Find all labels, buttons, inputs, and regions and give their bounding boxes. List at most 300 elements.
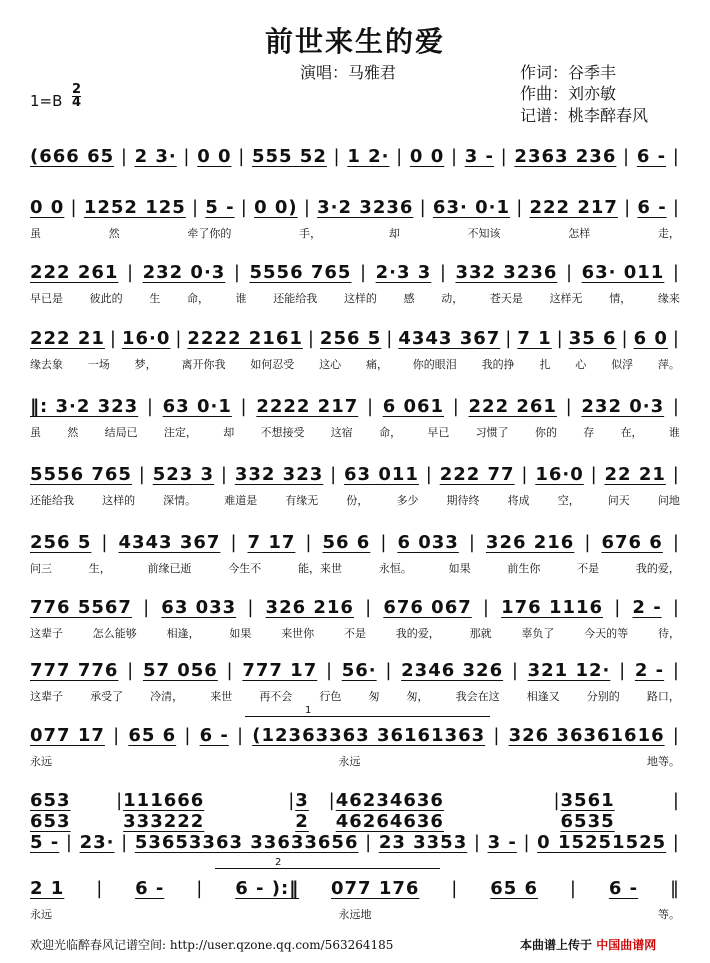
lyric-word: 冷清， bbox=[150, 690, 184, 703]
barline: | bbox=[672, 146, 680, 167]
barline: | bbox=[584, 532, 592, 553]
barline: | bbox=[521, 464, 529, 485]
measure: 63 0·1 bbox=[162, 396, 232, 417]
measure: 176 1116 bbox=[501, 597, 604, 618]
measure: 3·2 3236 bbox=[317, 197, 414, 218]
measure: 16·0 bbox=[535, 464, 584, 485]
barline: | bbox=[226, 660, 234, 681]
barline: | bbox=[305, 532, 313, 553]
lyric-word: 怎样 bbox=[568, 227, 591, 240]
lyric-word: 如果 bbox=[448, 562, 471, 575]
lyric-word: 你的 bbox=[534, 426, 557, 439]
barline: | bbox=[366, 396, 375, 417]
lyric-word: 来世你 bbox=[281, 627, 315, 640]
lyric-word: 有缘无 bbox=[285, 494, 319, 507]
barline: | bbox=[468, 532, 476, 553]
singer-credit: 演唱：马雅君 bbox=[300, 63, 397, 82]
staff-row bbox=[30, 396, 680, 417]
measure: 6 061 bbox=[382, 396, 445, 417]
barline: | bbox=[330, 464, 338, 485]
measure: 222 261 bbox=[468, 396, 557, 417]
measure: 6 - bbox=[199, 725, 229, 746]
measure: 5 - bbox=[30, 832, 60, 853]
lyric-word: 情， bbox=[609, 292, 632, 305]
barline: | bbox=[175, 328, 183, 349]
staff-row bbox=[30, 790, 680, 832]
measure: 256 5 bbox=[319, 328, 382, 349]
measure: 5556 765 bbox=[30, 464, 132, 485]
lyric-word: 再不会 bbox=[259, 690, 293, 703]
measure: 46234636 46264636 bbox=[335, 790, 444, 832]
lyric-word: 那就 bbox=[469, 627, 492, 640]
measure: (666 65 bbox=[30, 146, 115, 167]
barline: | bbox=[307, 328, 315, 349]
footer-upload bbox=[520, 936, 656, 953]
barline: | bbox=[439, 262, 447, 283]
measure: 326 216 bbox=[265, 597, 354, 618]
lyric-word: 不是 bbox=[577, 562, 600, 575]
lyric-word: 生， bbox=[88, 562, 111, 575]
lyric-row bbox=[30, 560, 680, 576]
lyric-word: 这心 bbox=[319, 358, 342, 371]
barline: | bbox=[556, 328, 564, 349]
measure: 4343 367 bbox=[118, 532, 221, 553]
barline: | bbox=[380, 532, 388, 553]
barline: | bbox=[109, 328, 117, 349]
barline: | bbox=[569, 878, 577, 899]
lyric-word: 我会在这 bbox=[455, 690, 500, 703]
lyric-word: 问天 bbox=[607, 494, 630, 507]
barline: | bbox=[303, 197, 311, 218]
measure: 53653363 33633656 bbox=[134, 832, 359, 853]
barline: | bbox=[672, 725, 680, 746]
barline: | bbox=[70, 197, 78, 218]
barline: | bbox=[120, 146, 128, 167]
lyric-word: 这样无 bbox=[549, 292, 583, 305]
lyric-word: 你的眼泪 bbox=[412, 358, 457, 371]
barline: | bbox=[230, 532, 238, 553]
lyric-word: 萍。 bbox=[657, 358, 680, 371]
lyric-word: 缘来 bbox=[657, 292, 680, 305]
barline: | bbox=[146, 396, 154, 417]
lyric-word: 今天的等 bbox=[584, 627, 629, 640]
lyric-word: 痛， bbox=[365, 358, 388, 371]
staff-row bbox=[30, 878, 680, 899]
lyric-word: 习惯了 bbox=[475, 426, 509, 439]
time-signature-top: 2 bbox=[72, 82, 82, 97]
measure: 6 033 bbox=[397, 532, 459, 553]
volta-second-number: 2 bbox=[275, 857, 282, 868]
lyric-row bbox=[30, 356, 680, 372]
staff-row bbox=[30, 597, 680, 618]
barline: | bbox=[238, 146, 246, 167]
lyric-word: 将成 bbox=[507, 494, 530, 507]
barline: | bbox=[143, 597, 151, 618]
lyricist-credit: 作词：谷季丰 bbox=[520, 63, 617, 82]
measure: 3 - bbox=[487, 832, 517, 853]
lyric-word: 待， bbox=[657, 627, 680, 640]
lyric-word: 走， bbox=[657, 227, 680, 240]
lyric-word: 然 bbox=[108, 227, 120, 240]
footer-upload-label: 本曲谱上传于 bbox=[520, 938, 593, 952]
measure: 2346 326 bbox=[401, 660, 504, 681]
barline: | bbox=[672, 328, 680, 349]
lyric-word: 感 bbox=[403, 292, 415, 305]
footer-website: 欢迎光临醉春风记谱空间: http://user.qzone.qq.com/563264185 bbox=[30, 938, 394, 952]
barline: | bbox=[450, 146, 459, 167]
measure: 2222 2161 bbox=[187, 328, 303, 349]
barline: | bbox=[590, 464, 598, 485]
lyric-word: 辜负了 bbox=[521, 627, 555, 640]
lyric-row bbox=[30, 225, 680, 241]
measure: 256 5 bbox=[30, 532, 92, 553]
measure: 555 52 bbox=[251, 146, 327, 167]
lyric-word: 能，来世 bbox=[298, 562, 343, 575]
barline: | bbox=[65, 832, 73, 853]
measure: 326 36361616 bbox=[508, 725, 665, 746]
lyric-word: 生 bbox=[149, 292, 161, 305]
measure: 653 653 bbox=[30, 790, 71, 832]
lyric-word: 虽 bbox=[30, 426, 41, 439]
measure: 6 - ):‖ bbox=[235, 878, 300, 899]
lyric-word: 永恒。 bbox=[378, 562, 412, 575]
barline: | bbox=[183, 146, 191, 167]
lyric-word: 命， bbox=[186, 292, 209, 305]
barline: | bbox=[672, 197, 680, 218]
measure: 222 217 bbox=[529, 197, 618, 218]
barline: | bbox=[333, 146, 341, 167]
barline: | bbox=[621, 328, 629, 349]
barline: | bbox=[96, 878, 104, 899]
lyric-word: 如何忍受 bbox=[250, 358, 295, 371]
measure: 22 21 bbox=[604, 464, 666, 485]
barline: | bbox=[288, 790, 296, 811]
lyric-row bbox=[30, 625, 680, 641]
measure: 2 - bbox=[634, 660, 665, 681]
barline: | bbox=[505, 328, 513, 349]
lyric-word: 永远 bbox=[30, 755, 52, 768]
lyric-word: 永远地 bbox=[338, 908, 372, 921]
lyric-word: 离开你我 bbox=[181, 358, 226, 371]
lyric-word: 在， bbox=[620, 426, 643, 439]
staff-row bbox=[30, 197, 680, 218]
lyric-word: 承受了 bbox=[90, 690, 124, 703]
barline: | bbox=[523, 832, 531, 853]
barline: | bbox=[619, 660, 627, 681]
measure: 0 0 bbox=[409, 146, 445, 167]
barline: | bbox=[220, 464, 228, 485]
lyric-word: 谁 bbox=[235, 292, 247, 305]
key-signature: 1=B bbox=[30, 92, 63, 110]
barline: | bbox=[240, 396, 248, 417]
measure: 23· bbox=[79, 832, 115, 853]
measure: 2222 217 bbox=[256, 396, 359, 417]
time-signature-bottom: 4 bbox=[72, 95, 82, 110]
staff-row bbox=[30, 660, 680, 681]
volta-first-ending bbox=[245, 705, 490, 717]
barline: | bbox=[325, 660, 334, 681]
barline: | bbox=[425, 464, 433, 485]
measure: 776 5567 bbox=[30, 597, 132, 618]
measure: (12363363 36161363 bbox=[252, 725, 486, 746]
staff-row bbox=[30, 725, 680, 746]
measure: 2·3 3 bbox=[375, 262, 432, 283]
measure: 63· 0·1 bbox=[432, 197, 510, 218]
lyric-word: 还能给我 bbox=[30, 494, 74, 507]
measure: 1 2· bbox=[347, 146, 390, 167]
measure: 3 - bbox=[464, 146, 494, 167]
lyric-word: 这辈子 bbox=[30, 627, 63, 640]
barline: | bbox=[451, 878, 459, 899]
measure: 0 0) bbox=[254, 197, 298, 218]
lyric-word: 还能给我 bbox=[273, 292, 318, 305]
measure: 2 3· bbox=[134, 146, 177, 167]
barline: | bbox=[672, 464, 680, 485]
barline: | bbox=[473, 832, 481, 853]
lyric-word: 梦， bbox=[134, 358, 157, 371]
measure: 232 0·3 bbox=[142, 262, 226, 283]
lyric-word: 谁 bbox=[668, 426, 680, 439]
measure: 222 77 bbox=[439, 464, 515, 485]
lyric-word: 路口， bbox=[646, 690, 680, 703]
lyric-word: 份， bbox=[346, 494, 369, 507]
volta-first-number: 1 bbox=[305, 705, 312, 716]
lyric-word: 这宿 bbox=[330, 426, 353, 439]
barline: | bbox=[565, 262, 574, 283]
barline: | bbox=[237, 725, 245, 746]
barline: | bbox=[126, 262, 135, 283]
measure: 65 6 bbox=[128, 725, 177, 746]
measure: 65 6 bbox=[490, 878, 539, 899]
composer-credit: 作曲：刘亦敏 bbox=[520, 84, 617, 103]
barline: | bbox=[482, 597, 490, 618]
barline: | bbox=[359, 262, 368, 283]
lyric-word: 虽 bbox=[30, 227, 41, 240]
lyric-row bbox=[30, 753, 680, 769]
lyric-word: 怎么能够 bbox=[92, 627, 137, 640]
measure: 35 6 bbox=[568, 328, 617, 349]
measure: 0 15251525 bbox=[537, 832, 667, 853]
lyric-word: 早已是 bbox=[30, 292, 63, 305]
barline: | bbox=[138, 464, 146, 485]
measure: 6 0 bbox=[633, 328, 668, 349]
lyric-word: 期待终 bbox=[446, 494, 480, 507]
barline: | bbox=[240, 197, 248, 218]
lyric-word: 等。 bbox=[658, 908, 680, 921]
lyric-word: 似浮 bbox=[611, 358, 634, 371]
barline: | bbox=[624, 197, 632, 218]
lyric-word: 结局已 bbox=[104, 426, 138, 439]
lyric-word: 扎 bbox=[539, 358, 551, 371]
lyric-word: 问三 bbox=[30, 562, 52, 575]
barline: | bbox=[386, 328, 394, 349]
barline: | bbox=[672, 832, 680, 853]
measure: 3561 6535 bbox=[560, 790, 615, 832]
barline: | bbox=[233, 262, 241, 283]
measure: 56 6 bbox=[322, 532, 371, 553]
measure: 0 0 bbox=[30, 197, 65, 218]
measure: 0 0 bbox=[197, 146, 232, 167]
barline: | bbox=[184, 725, 192, 746]
staff-row bbox=[30, 532, 680, 553]
barline: | bbox=[113, 725, 121, 746]
barline: | bbox=[127, 660, 135, 681]
time-signature bbox=[72, 84, 81, 109]
measure: ‖: 3·2 323 bbox=[30, 396, 139, 417]
lyric-word: 注定， bbox=[163, 426, 197, 439]
barline: | bbox=[672, 532, 680, 553]
lyric-word: 分别的 bbox=[586, 690, 620, 703]
measure: 7 17 bbox=[247, 532, 296, 553]
barline: | bbox=[500, 146, 508, 167]
measure: 332 3236 bbox=[455, 262, 558, 283]
lyric-word: 行色 bbox=[319, 690, 342, 703]
measure: 523 3 bbox=[152, 464, 215, 485]
lyric-word: 我的爱， bbox=[395, 627, 440, 640]
barline: | bbox=[493, 725, 501, 746]
barline: | bbox=[101, 532, 109, 553]
measure: 2 1 bbox=[30, 878, 65, 899]
lyric-word: 地等。 bbox=[647, 755, 680, 768]
measure: 676 6 bbox=[601, 532, 663, 553]
measure: 63· 011 bbox=[581, 262, 665, 283]
staff-row bbox=[30, 146, 680, 167]
measure: 5556 765 bbox=[249, 262, 352, 283]
lyric-word: 难道是 bbox=[224, 494, 258, 507]
measure: 63 033 bbox=[161, 597, 237, 618]
lyric-word: 如果 bbox=[229, 627, 252, 640]
barline: | bbox=[121, 832, 129, 853]
volta-second-ending bbox=[215, 857, 440, 869]
measure: 6 - bbox=[636, 146, 667, 167]
barline: | bbox=[672, 597, 680, 618]
measure: 332 323 bbox=[234, 464, 324, 485]
lyric-word: 空， bbox=[557, 494, 580, 507]
barline: | bbox=[565, 396, 573, 417]
measure: 5 - bbox=[205, 197, 235, 218]
measure: 6 - bbox=[135, 878, 165, 899]
lyric-word: 我的爱， bbox=[635, 562, 680, 575]
lyric-word: 永远 bbox=[30, 908, 52, 921]
barline: | bbox=[452, 396, 460, 417]
lyric-word: 缘去象 bbox=[30, 358, 63, 371]
barline: | bbox=[672, 262, 680, 283]
staff-row bbox=[30, 832, 680, 853]
barline: | bbox=[672, 396, 680, 417]
barline: | bbox=[511, 660, 519, 681]
measure: 7 1 bbox=[517, 328, 552, 349]
lyric-word: 手， bbox=[299, 227, 322, 240]
lyric-row bbox=[30, 290, 680, 306]
barline: | bbox=[247, 597, 255, 618]
measure: 23 3353 bbox=[378, 832, 468, 853]
measure: 222 21 bbox=[30, 328, 105, 349]
barline: | bbox=[192, 197, 200, 218]
measure: 232 0·3 bbox=[581, 396, 665, 417]
barline: | bbox=[328, 790, 336, 811]
footer-brand: 中国曲谱网 bbox=[596, 938, 657, 952]
lyric-word: 匆 bbox=[368, 690, 380, 703]
lyric-row bbox=[30, 688, 680, 704]
lyric-word: 动， bbox=[441, 292, 464, 305]
lyric-word: 永远 bbox=[338, 755, 361, 768]
barline: ‖ bbox=[669, 878, 680, 899]
measure: 222 261 bbox=[30, 262, 119, 283]
lyric-word: 却 bbox=[223, 426, 235, 439]
barline: | bbox=[516, 197, 524, 218]
lyric-word: 然 bbox=[67, 426, 79, 439]
barline: | bbox=[365, 832, 373, 853]
lyric-word: 前缘已逝 bbox=[147, 562, 192, 575]
lyric-word: 早已 bbox=[427, 426, 450, 439]
lyric-word: 匆， bbox=[406, 690, 429, 703]
measure: 077 17 bbox=[30, 725, 105, 746]
lyric-word: 来世 bbox=[210, 690, 233, 703]
measure: 111666 333222 bbox=[123, 790, 205, 832]
measure: 16·0 bbox=[121, 328, 171, 349]
lyric-word: 牵了你的 bbox=[187, 227, 232, 240]
measure: 777 17 bbox=[242, 660, 318, 681]
lyric-word: 深情。 bbox=[163, 494, 197, 507]
lyric-word: 相逢， bbox=[166, 627, 200, 640]
staff-row bbox=[30, 464, 680, 485]
measure: 56· bbox=[341, 660, 377, 681]
lyric-row bbox=[30, 906, 680, 922]
barline: | bbox=[419, 197, 427, 218]
barline: | bbox=[385, 660, 393, 681]
measure: 57 056 bbox=[142, 660, 218, 681]
staff-row bbox=[30, 262, 680, 283]
lyric-word: 多少 bbox=[396, 494, 419, 507]
measure: 2 - bbox=[632, 597, 662, 618]
barline: | bbox=[672, 790, 680, 811]
lyric-word: 不是 bbox=[343, 627, 366, 640]
lyric-word: 问地 bbox=[657, 494, 680, 507]
lyric-word: 我的挣 bbox=[481, 358, 515, 371]
lyric-word: 心 bbox=[575, 358, 587, 371]
lyric-word: 不知该 bbox=[467, 227, 501, 240]
lyric-word: 不想接受 bbox=[260, 426, 305, 439]
transcriber-credit: 记谱：桃李醉春风 bbox=[520, 106, 649, 125]
lyric-word: 这样的 bbox=[102, 494, 136, 507]
staff-row bbox=[30, 328, 680, 349]
barline: | bbox=[614, 597, 622, 618]
lyric-word: 这辈子 bbox=[30, 690, 63, 703]
barline: | bbox=[553, 790, 561, 811]
measure: 676 067 bbox=[383, 597, 472, 618]
lyric-word: 一场 bbox=[87, 358, 110, 371]
barline: | bbox=[116, 790, 124, 811]
measure: 6 - bbox=[637, 197, 667, 218]
barline: | bbox=[623, 146, 631, 167]
score-title: 前世来生的爱 bbox=[264, 25, 445, 58]
measure: 321 12· bbox=[527, 660, 611, 681]
lyric-word: 苍天是 bbox=[489, 292, 523, 305]
lyric-word: 存 bbox=[583, 426, 595, 439]
measure: 3 2 bbox=[295, 790, 309, 832]
barline: | bbox=[196, 878, 204, 899]
barline: | bbox=[365, 597, 373, 618]
measure: 077 176 bbox=[331, 878, 420, 899]
measure: 326 216 bbox=[485, 532, 575, 553]
measure: 63 011 bbox=[344, 464, 419, 485]
lyric-word: 这样的 bbox=[343, 292, 377, 305]
lyric-word: 相逢又 bbox=[526, 690, 560, 703]
lyric-word: 却 bbox=[388, 227, 400, 240]
barline: | bbox=[672, 660, 680, 681]
lyric-row bbox=[30, 424, 680, 440]
lyric-word: 前生你 bbox=[507, 562, 541, 575]
